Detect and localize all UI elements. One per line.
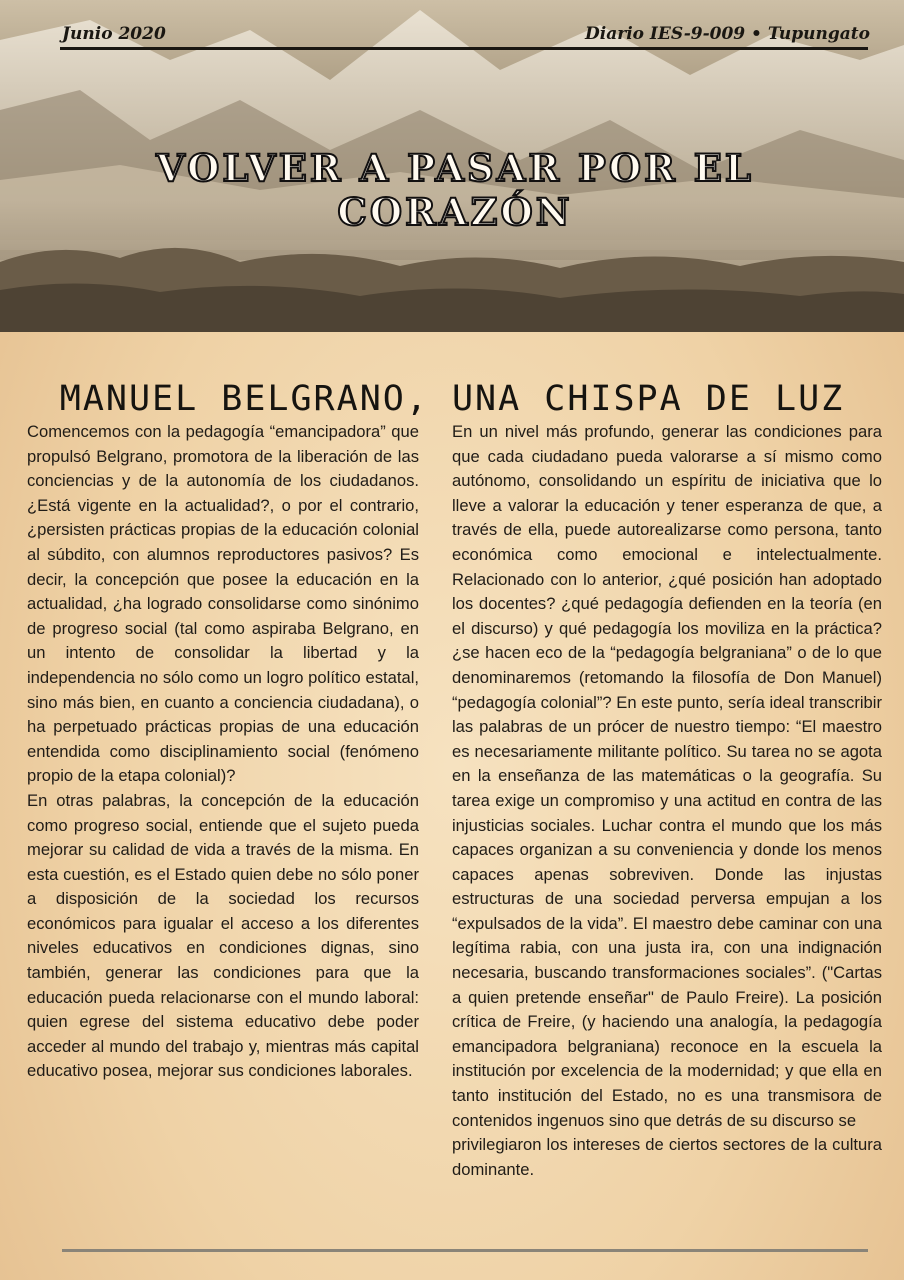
right-paragraph-1: En un nivel más profundo, generar las condiciones para que cada ciudadano pueda valorarse a sí mismo como autónomo, consolidando un espíritu de iniciativa que lo lleve a valorar la educación y tener esperanza de que, a través de ella, puede autorealizarse como persona, tanto económica como emocional e intelectualmente. Relacionado con lo anterior, ¿qué posición han adoptado los docentes? ¿qué pedagogía defienden en la teoría (en el discurso) y qué pedagogía los moviliza en la práctica? ¿se hacen eco de la “pedagogía belgraniana” o de lo que denominaremos (retomando la filosofía de Don Manuel) “pedagogía colonial”? En este punto, sería ideal transcribir las palabras de un prócer de nuestro tiempo: “El maestro es necesariamente militante político. Su tarea no se agota en la enseñanza de las matemáticas o la geografía. Su tarea exige un compromiso y una actitud en contra de las injusticias sociales. Luchar contra el mundo que los más capaces organizan a su conveniencia y donde los menos capaces apenas sobreviven. Donde las injustas estructuras de una sociedad perversa empujan a los “expulsados de la vida”. El maestro debe caminar con una legítima rabia, con una justa ira, con una indignación necesaria, buscando transformaciones sociales”. ("Cartas a quien pretende enseñar" de Paulo Freire). La posición crítica de Freire, (y haciendo una analogía, la pedagogía emancipadora belgraniana) reconoce en la escuela la institución por excelencia de la modernidad; y que ella en tanto institución del Estado, no es una transmisora de contenidos ingenuos sino que detrás de su discurso se <box>452 422 882 1130</box>
left-column <box>27 420 419 1084</box>
right-column <box>452 420 882 1182</box>
banner-title <box>40 146 870 234</box>
right-paragraph-2: privilegiaron los intereses de ciertos sectores de la cultura dominante. <box>452 1135 882 1179</box>
header-rule <box>60 47 868 50</box>
banner-title-line-1: VOLVER A PASAR POR EL <box>156 146 754 190</box>
left-paragraph-1: Comencemos con la pedagogía “emancipadora” que propulsó Belgrano, promotora de la liberación de las conciencias y de la autonomía de los ciudadanos. ¿Está vigente en la actualidad?, o por el contrario, ¿persisten prácticas propias de la educación colonial al súbdito, con alumnos reproductores pasivos? Es decir, la concepción que posee la educación en la actualidad, ¿ha logrado consolidarse como sinónimo de progreso social (tal como aspiraba Belgrano, en un intento de consolidar la libertad y la independencia no sólo como un logro político estatal, sino más bien, en cuanto a conciencia ciudadana), o ha perpetuado prácticas propias de una educación entendida como disciplinamiento social (fenómeno propio de la etapa colonial)? <box>27 422 419 786</box>
left-paragraph-2: En otras palabras, la concepción de la educación como progreso social, entiende que el sujeto pueda mejorar su calidad de vida a través de la misma. En esta cuestión, es el Estado quien debe no sólo poner a disposición de la sociedad los recursos económicos para igualar el acceso a los diferentes niveles educativos en condiciones dignas, sino también, generar las condiciones para que la educación pueda relacionarse con el mundo laboral: quien egrese del sistema educativo debe poder acceder al mundo del trabajo y, mientras más capital educativo posea, mejorar sus condiciones laborales. <box>27 790 419 1081</box>
banner-title-line-2: CORAZÓN <box>337 190 573 234</box>
footer-rule <box>62 1249 868 1252</box>
issue-date: Junio 2020 <box>62 24 166 44</box>
article-headline: MANUEL BELGRANO, UNA CHISPA DE LUZ <box>59 379 845 420</box>
mountain-banner <box>0 0 904 332</box>
newspaper-name: Diario IES-9-009 • Tupungato <box>585 24 870 44</box>
